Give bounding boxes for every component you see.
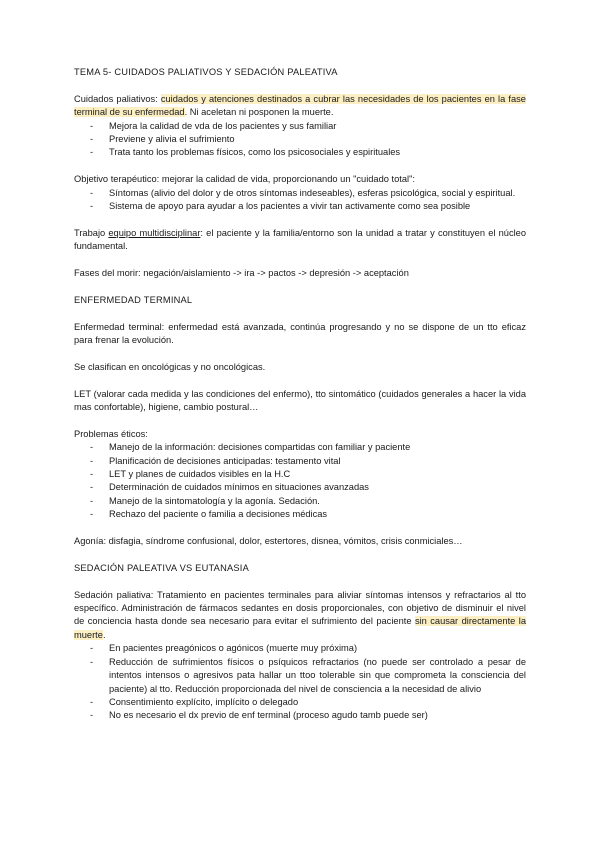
fases-paragraph: Fases del morir: negación/aislamiento -> ira -> pactos -> depresión -> aceptación: [74, 268, 409, 279]
list-item: - Planificación de decisiones anticipadas: testamento vital: [74, 455, 526, 468]
dash-marker: -: [90, 442, 94, 453]
trabajo-paragraph: Trabajo equipo multidisciplinar: el paciente y la familia/entorno son la unidad a tratar y constituyen el núcleo fundamental.: [74, 227, 526, 252]
dash-marker: -: [90, 482, 94, 493]
list-item: - En pacientes preagónicos o agónicos (muerte muy próxima): [74, 642, 526, 655]
list-item: - Manejo de la información: decisiones compartidas con familiar y paciente: [74, 441, 526, 454]
list-item: - Sistema de apoyo para ayudar a los pacientes a vivir tan activamente como sea posible: [74, 200, 526, 213]
cuidados-tail: . Ni aceletan ni posponen la muerte.: [184, 107, 334, 118]
sedacion-highlight: sin causar directamente la muerte: [74, 616, 526, 640]
agonia-paragraph: Agonía: disfagia, síndrome confusional, dolor, estertores, disnea, vómitos, crisis conmiciales…: [74, 536, 463, 547]
problemas-title: Problemas éticos:: [74, 428, 148, 439]
dash-marker: -: [90, 495, 94, 506]
list-item: - Trata tanto los problemas físicos, como los psicosociales y espirituales: [74, 146, 526, 159]
list-item: - Síntomas (alivio del dolor y de otros síntomas indeseables), esferas psicológica, social y espiritual.: [74, 187, 526, 200]
list-item: - Determinación de cuidados mínimos en situaciones avanzadas: [74, 481, 526, 494]
let-paragraph: LET (valorar cada medida y las condiciones del enfermo), tto sintomático (cuidados generales a hacer la vida mas confortable), higiene, cambio postural…: [74, 388, 526, 413]
dash-marker: -: [90, 147, 94, 158]
dash-marker: -: [90, 710, 94, 721]
dash-marker: -: [90, 134, 94, 145]
cuidados-paliativos-paragraph: [74, 93, 526, 120]
list-item: - Previene y alivia el sufrimiento: [74, 133, 526, 146]
dash-marker: -: [90, 469, 94, 480]
enfermedad-paragraph: Enfermedad terminal: enfermedad está avanzada, continúa progresando y no se dispone de un tto eficaz para frenar la evolución.: [74, 321, 526, 346]
sedacion-heading: SEDACIÓN PALEATIVA VS EUTANASIA: [74, 562, 249, 573]
list-item: - LET y planes de cuidados visibles en la H.C: [74, 468, 526, 481]
objetivo-paragraph: Objetivo terapéutico: mejorar la calidad de vida, proporcionando un "cuidado total":: [74, 174, 415, 185]
dash-marker: -: [90, 509, 94, 520]
sedacion-paragraph: Sedación paliativa: Tratamiento en pacientes terminales para aliviar síntomas intensos y refractarios al tto específico. Administración de fármacos sedantes en dosis proporcionales, con objetivo de disminuir el nivel de conciencia hasta donde sea necesario para evitar el sufrimiento del paciente sin causar directamente la muerte.: [74, 589, 526, 640]
dash-marker: -: [90, 696, 94, 707]
sedacion-list: [74, 642, 526, 722]
list-item: - Rechazo del paciente o familia a decisiones médicas: [74, 508, 526, 521]
dash-marker: -: [90, 187, 94, 198]
objetivo-list: [74, 187, 526, 214]
document-page: [74, 66, 526, 723]
clasifican-paragraph: Se clasifican en oncológicas y no oncológicas.: [74, 361, 266, 372]
list-item: - Reducción de sufrimientos físicos o psíquicos refractarios (no puede ser controlado a pesar de intentos intensos o agresivos pata hallar un ttoo tolerable sin que comprometa la consciencia del paciente) al tto. Reducción proporcionada del nivel de consciencia a la necesidad de alivio: [90, 656, 526, 694]
list-item: - Manejo de la sintomatología y la agonía. Sedación.: [74, 495, 526, 508]
document-title: TEMA 5- CUIDADOS PALIATIVOS Y SEDACIÓN PALEATIVA: [74, 67, 338, 77]
list-item: - Consentimiento explícito, implícito o delegado: [74, 696, 526, 709]
dash-marker: -: [90, 656, 94, 667]
list-item: - No es necesario el dx previo de enf terminal (proceso agudo tamb puede ser): [74, 709, 526, 722]
list-item: - Mejora la calidad de vda de los pacientes y sus familiar: [74, 120, 526, 133]
problemas-list: [74, 441, 526, 521]
dash-marker: -: [90, 201, 94, 212]
equipo-underlined: equipo multidisciplinar: [108, 227, 201, 238]
cuidados-highlight: cuidados y atenciones destinados a cubrar las necesidades de los pacientes en la fase terminal de su enfermedad: [74, 93, 526, 118]
dash-marker: -: [90, 643, 94, 654]
dash-marker: -: [90, 455, 94, 466]
dash-marker: -: [90, 120, 94, 131]
enfermedad-heading: ENFERMEDAD TERMINAL: [74, 294, 193, 305]
cuidados-lead: Cuidados paliativos:: [74, 93, 161, 104]
cuidados-list: [74, 120, 526, 160]
